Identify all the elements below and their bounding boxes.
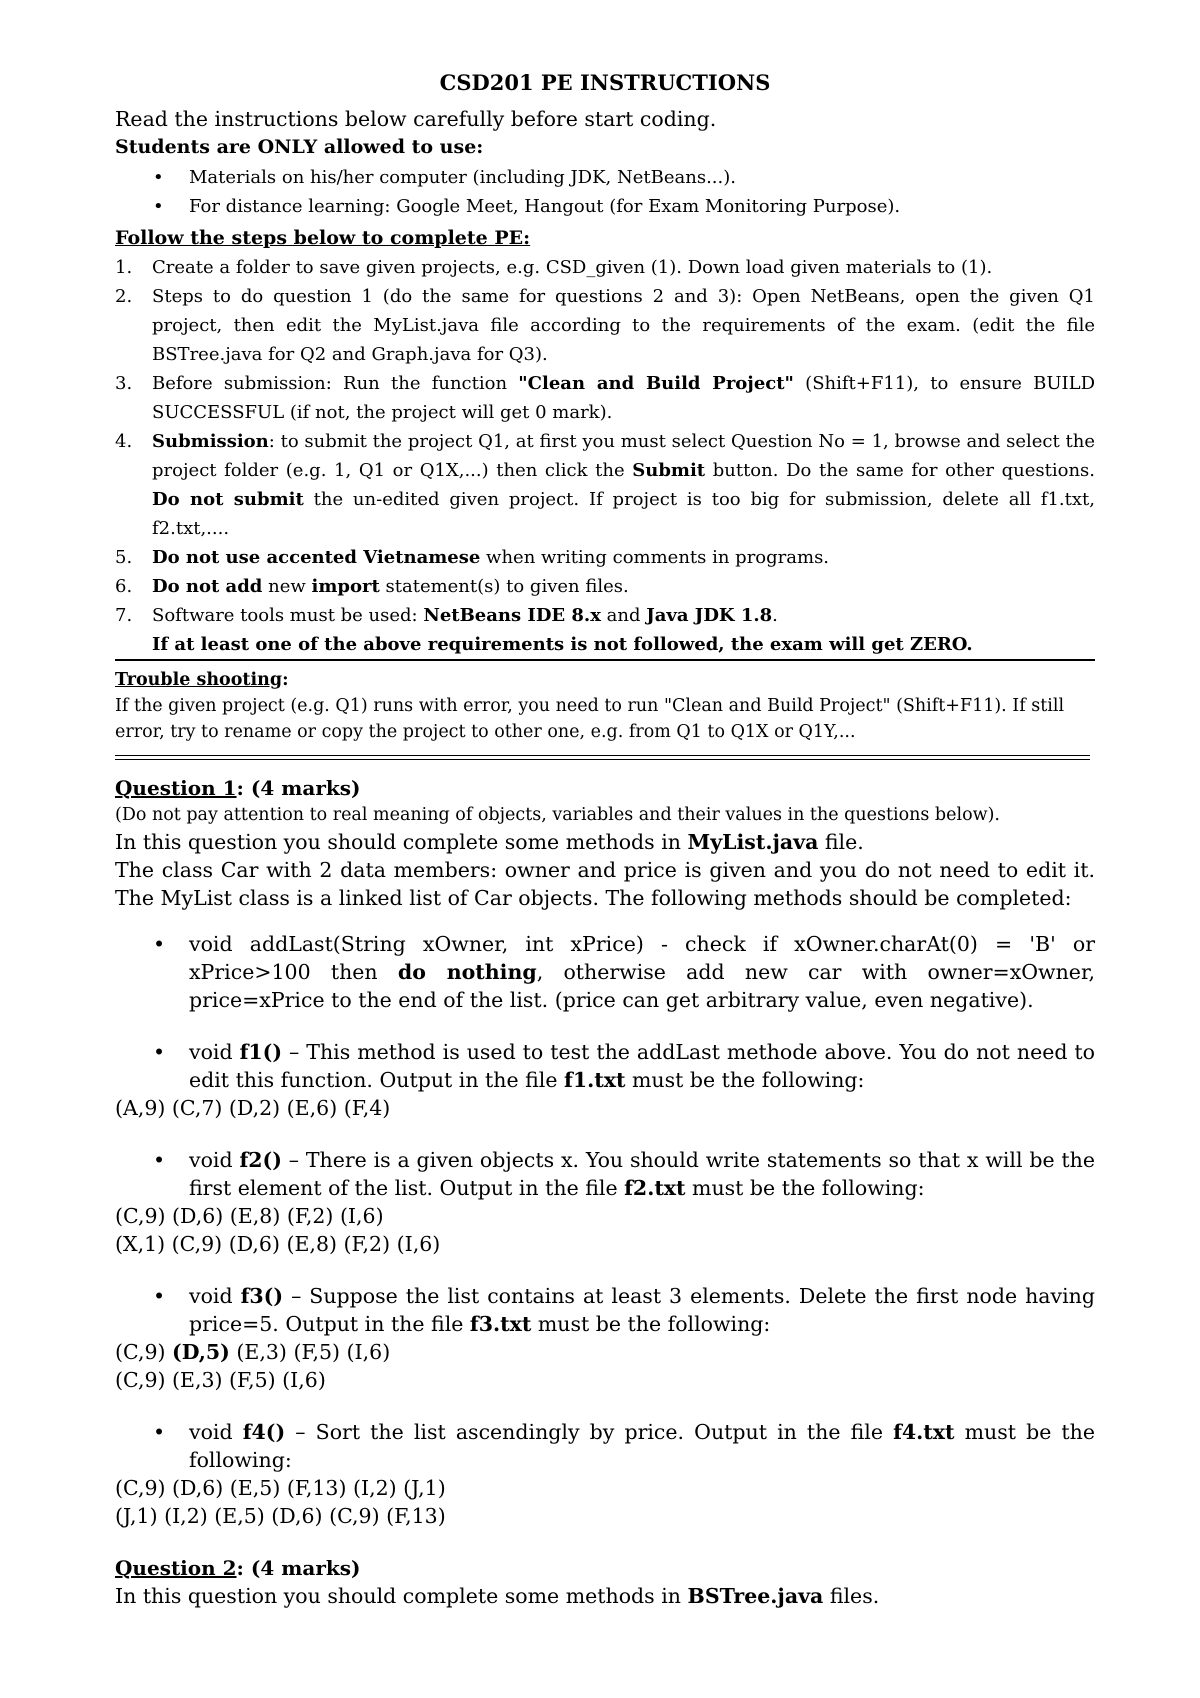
- intro-text-part: In this question you should complete some methods in: [115, 830, 688, 854]
- step-item: [115, 253, 1095, 282]
- output-line: (A,9) (C,7) (D,2) (E,6) (F,4): [115, 1096, 391, 1120]
- method-text: – Sort the list ascendingly by price. Output in the file: [285, 1420, 894, 1444]
- intro-text: Read the instructions below carefully before start coding.: [115, 107, 717, 131]
- output-line: (C,9) (E,3) (F,5) (I,6): [115, 1368, 326, 1392]
- trouble-colon: :: [282, 670, 289, 690]
- warning-line: [115, 630, 1095, 661]
- intro-text-part: In this question you should complete some methods in: [115, 1584, 688, 1608]
- question-1-marks: : (4 marks): [236, 776, 361, 800]
- method-bold: f4(): [242, 1420, 286, 1444]
- output-line: (J,1) (I,2) (E,5) (D,6) (C,9) (F,13): [115, 1504, 446, 1528]
- method-text: void: [189, 1040, 240, 1064]
- step-number: 1.: [115, 257, 133, 278]
- step-bold: import: [311, 576, 380, 597]
- method-bold: f3(): [240, 1284, 284, 1308]
- step-bold: Do not use accented Vietnamese: [152, 547, 481, 568]
- step-number: 3.: [115, 373, 133, 394]
- trouble-text: If the given project (e.g. Q1) runs with error, you need to run "Clean and Build Project" (Shift+F11). If still error, try to rename or copy the project to other one, e.g. from Q1 to Q1X or Q1Y,...: [115, 696, 1065, 742]
- method-text: must be the following:: [625, 1068, 865, 1092]
- step-bold: Do not add: [152, 576, 263, 597]
- step-text: and: [600, 605, 647, 626]
- step-text: button. Do the same for other questions.: [705, 460, 1095, 481]
- double-divider: [115, 755, 1090, 760]
- allowed-list: [115, 163, 1095, 221]
- method-text: void addLast(String xOwner, int xPrice) - check if xOwner.charAt(0) = 'B' or xPrice>100 then: [189, 932, 1095, 984]
- step-number: 2.: [115, 286, 133, 307]
- question-1-intro: [115, 828, 1095, 856]
- step-number: 6.: [115, 576, 133, 597]
- question-2-marks: : (4 marks): [236, 1556, 361, 1580]
- method-text: must be the following:: [531, 1312, 771, 1336]
- output-part: (C,9): [115, 1340, 173, 1364]
- output-part: (E,3) (F,5) (I,6): [229, 1340, 391, 1364]
- step-text: statement(s) to given files.: [379, 576, 629, 597]
- output-line: [115, 1338, 1095, 1366]
- step-item: [115, 601, 1095, 630]
- step-item: [115, 543, 1095, 572]
- method-text: , otherwise add new car with owner=xOwner, price=xPrice to the end of the list. (price can get arbitrary value, even negative).: [189, 960, 1096, 1012]
- step-bold: Do not submit: [152, 489, 304, 510]
- intro-file: BSTree.java: [687, 1584, 824, 1608]
- method-bold: do nothing: [397, 960, 537, 984]
- method-text: must be the following:: [685, 1176, 925, 1200]
- intro-text-part: file.: [818, 830, 864, 854]
- document-page: [115, 70, 1095, 1610]
- step-text: (Shift+F11), to ensure BUILD SUCCESSFUL (if not, the project will get 0 mark).: [152, 373, 1095, 423]
- method-item: • void f3() – Suppose the list contains at least 3 elements. Delete the first node having price=5. Output in the file f3.txt must be the following:: [153, 1284, 1095, 1336]
- list-item: • Materials on his/her computer (including JDK, NetBeans...).: [115, 163, 1095, 192]
- step-bold: Java JDK 1.8: [646, 605, 773, 626]
- trouble-shooting: [115, 667, 1095, 745]
- steps-list: [115, 253, 1095, 661]
- step-text: when writing comments in programs.: [480, 547, 830, 568]
- output-line: (C,9) (D,6) (E,5) (F,13) (I,2) (J,1): [115, 1476, 446, 1500]
- step-text: Before submission: Run the function: [152, 373, 519, 394]
- question-1-desc: The class Car with 2 data members: owner and price is given and you do not need to edit it. The MyList class is a linked list of Car objects. The following methods should be completed:: [115, 858, 1095, 910]
- method-item: • void f4() – Sort the list ascendingly by price. Output in the file f4.txt must be the following:: [153, 1420, 1096, 1472]
- method-text: void: [189, 1284, 241, 1308]
- intro-file: MyList.java: [687, 830, 819, 854]
- steps-heading: Follow the steps below to complete PE:: [115, 227, 531, 249]
- method-file: f1.txt: [564, 1068, 626, 1092]
- method-text: – This method is used to test the addLast methode above. You do not need to edit this function. Output in the file: [189, 1040, 1096, 1092]
- method-item: • void f1() – This method is used to test the addLast methode above. You do not need to edit this function. Output in the file f1.txt must be the following:: [153, 1040, 1096, 1092]
- page-title: CSD201 PE INSTRUCTIONS: [439, 70, 771, 95]
- step-number: 4.: [115, 431, 133, 452]
- step-item: [115, 572, 1095, 601]
- output-highlight: (D,5): [172, 1340, 230, 1364]
- list-item: • For distance learning: Google Meet, Hangout (for Exam Monitoring Purpose).: [115, 192, 1095, 221]
- step-number: 5.: [115, 547, 133, 568]
- question-2-label: Question 2: [115, 1556, 237, 1580]
- step-text: Software tools must be used:: [152, 605, 424, 626]
- method-file: f4.txt: [893, 1420, 955, 1444]
- question-2-intro: [115, 1582, 1095, 1610]
- question-1-note: (Do not pay attention to real meaning of objects, variables and their values in the questions below).: [115, 805, 1000, 825]
- step-number: 7.: [115, 605, 133, 626]
- output-line: (C,9) (D,6) (E,8) (F,2) (I,6): [115, 1204, 384, 1228]
- step-text: .: [772, 605, 778, 626]
- method-file: f2.txt: [624, 1176, 686, 1200]
- method-text: void: [189, 1420, 243, 1444]
- method-bold: f2(): [239, 1148, 282, 1172]
- step-item: [115, 369, 1095, 427]
- intro-text-part: files.: [823, 1584, 880, 1608]
- method-item: • void addLast(String xOwner, int xPrice) - check if xOwner.charAt(0) = 'B' or xPrice>100 then do nothing, otherwise add new car with owner=xOwner, price=xPrice to the end of the list. (price can get arbitrary value, even negative).: [153, 932, 1096, 1012]
- method-file: f3.txt: [469, 1312, 532, 1336]
- step-text: Steps to do question 1 (do the same for questions 2 and 3): Open NetBeans, open the given Q1 project, then edit the MyList.java file according to the requirements of the exam. (edit the file BSTree.java for Q2 and Graph.java for Q3).: [152, 286, 1095, 365]
- method-bold: f1(): [239, 1040, 283, 1064]
- step-item: [115, 282, 1095, 369]
- output-line: (X,1) (C,9) (D,6) (E,8) (F,2) (I,6): [115, 1232, 441, 1256]
- allowed-heading: Students are ONLY allowed to use:: [115, 136, 484, 158]
- trouble-heading: Trouble shooting: [115, 670, 283, 690]
- step-bold: NetBeans IDE 8.x: [423, 605, 601, 626]
- step-text: : to submit the project Q1, at first you must select Question No = 1, browse and select the project folder (e.g. 1, Q1 or Q1X,...) then click the: [152, 431, 1095, 481]
- step-item: [115, 427, 1095, 543]
- method-text: – Suppose the list contains at least 3 elements. Delete the first node having price=5. Output in the file: [189, 1284, 1095, 1336]
- step-bold: Submit: [632, 460, 706, 481]
- method-item: • void f2() – There is a given objects x. You should write statements so that x will be the first element of the list. Output in the file f2.txt must be the following:: [153, 1148, 1095, 1200]
- question-1-heading: [115, 774, 1095, 802]
- question-2-heading: [115, 1554, 1095, 1582]
- method-text: must be the following:: [189, 1420, 1096, 1472]
- method-text: void: [189, 1148, 240, 1172]
- step-text: Create a folder to save given projects, e.g. CSD_given (1). Down load given materials to (1).: [152, 257, 993, 278]
- question-1-label: Question 1: [115, 776, 237, 800]
- step-text: new: [262, 576, 312, 597]
- step-text: the un-edited given project. If project is too big for submission, delete all f1.txt, f2.txt,....: [152, 489, 1095, 539]
- step-bold: Submission: [152, 431, 269, 452]
- warning-text: If at least one of the above requirements is not followed, the exam will get ZERO.: [152, 634, 973, 655]
- method-text: – There is a given objects x. You should write statements so that x will be the first element of the list. Output in the file: [189, 1148, 1095, 1200]
- step-bold: "Clean and Build Project": [518, 373, 794, 394]
